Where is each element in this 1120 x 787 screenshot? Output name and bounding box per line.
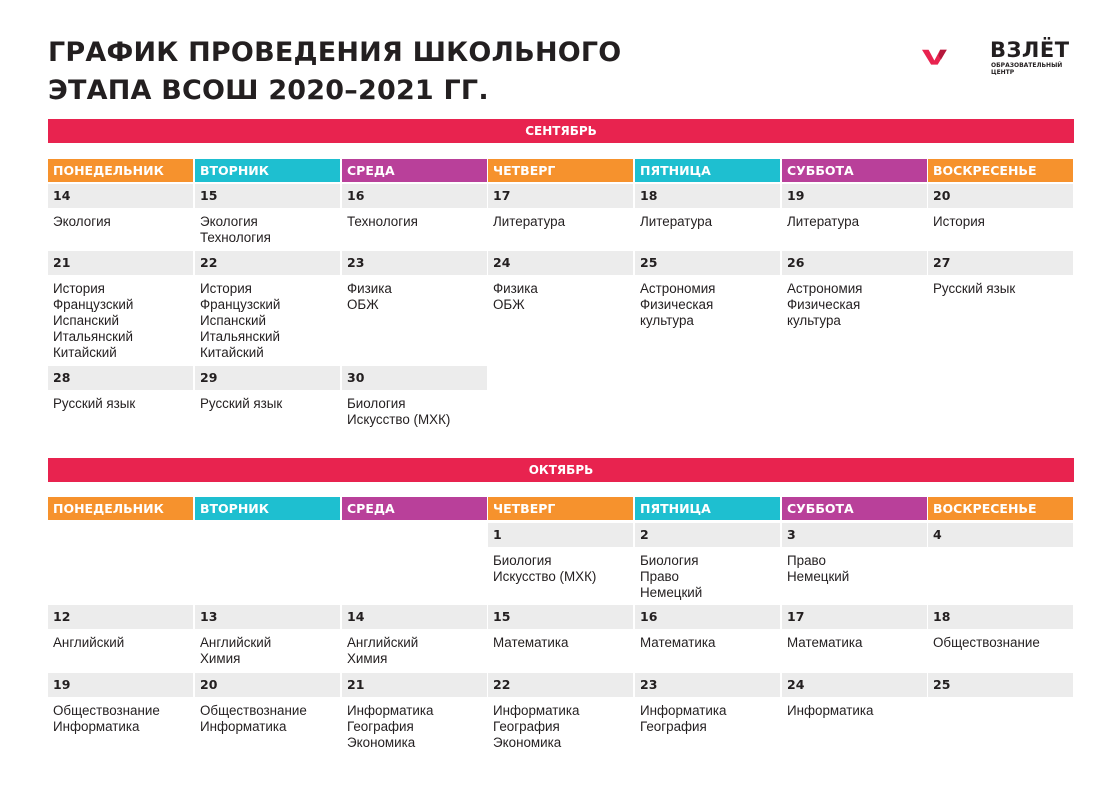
day-cell [342,251,487,313]
day-number: 16 [635,605,780,629]
subject-list [342,697,487,751]
day-number: 21 [48,251,193,275]
subject-item: Немецкий [640,585,703,600]
day-cell [488,605,633,651]
subject-item: Технология [200,230,271,245]
subject-list [48,697,193,735]
day-number: 21 [342,673,487,697]
subject-item: География [640,719,707,734]
weekday-header: СРЕДА [342,497,487,520]
day-number: 18 [928,605,1073,629]
day-number: 24 [782,673,927,697]
subject-list [48,629,193,651]
weekday-header: ЧЕТВЕРГ [488,497,633,520]
day-cell [928,251,1073,297]
subject-item: Информатика [787,703,874,718]
subject-list [195,629,340,667]
day-cell [635,605,780,651]
day-cell [48,673,193,735]
subject-item: Экономика [347,735,416,750]
day-number: 16 [342,184,487,208]
day-number: 24 [488,251,633,275]
subject-list [635,547,780,601]
subject-list [782,697,927,719]
day-cell [342,184,487,230]
day-cell [782,605,927,651]
subject-list [48,390,193,412]
subject-item: Физическая [787,297,861,312]
day-number: 18 [635,184,780,208]
weekday-header: ВТОРНИК [195,159,340,182]
weekday-header: СУББОТА [782,159,927,182]
subject-item: культура [787,313,841,328]
day-number: 20 [928,184,1073,208]
subject-item: Астрономия [640,281,716,296]
subject-list [195,697,340,735]
subject-item: Биология [347,396,406,411]
weekday-header: ПЯТНИЦА [635,159,780,182]
subject-list [342,390,487,428]
subject-item: Обществознание [200,703,307,718]
subject-list [928,697,1073,703]
day-number: 4 [928,523,1073,547]
day-number: 15 [195,184,340,208]
subject-list [342,629,487,667]
subject-item: Немецкий [787,569,850,584]
subject-list [195,208,340,246]
day-number: 25 [635,251,780,275]
subject-item: Математика [493,635,569,650]
subject-item: Литература [493,214,566,229]
subject-list [195,275,340,361]
subject-list [488,697,633,751]
day-number: 19 [48,673,193,697]
day-number: 2 [635,523,780,547]
subject-item: Математика [787,635,863,650]
weekday-header: ПОНЕДЕЛЬНИК [48,497,193,520]
subject-item: География [347,719,414,734]
day-number: 26 [782,251,927,275]
subject-item: Информатика [493,703,580,718]
day-cell [782,251,927,329]
day-number: 27 [928,251,1073,275]
subject-item: Химия [347,651,388,666]
day-number: 20 [195,673,340,697]
subject-item: Технология [347,214,418,229]
subject-item: Физическая [640,297,714,312]
page-title [48,34,621,110]
day-number: 1 [488,523,633,547]
day-number: 22 [488,673,633,697]
subject-item: Обществознание [933,635,1040,650]
subject-item: География [493,719,560,734]
subject-item: Информатика [200,719,287,734]
title-line-1: ГРАФИК ПРОВЕДЕНИЯ ШКОЛЬНОГО [48,37,622,68]
subject-item: Экология [200,214,258,229]
subject-item: Итальянский [53,329,134,344]
subject-item: Информатика [53,719,140,734]
subject-item: Итальянский [200,329,281,344]
subject-list [195,390,340,412]
subject-list [635,208,780,230]
vzlet-logo-icon [922,38,988,78]
subject-list [488,629,633,651]
day-cell [635,251,780,329]
subject-list [48,275,193,361]
subject-list [342,208,487,230]
weekday-header: СРЕДА [342,159,487,182]
day-number: 29 [195,366,340,390]
weekday-header: ВТОРНИК [195,497,340,520]
subject-item: Математика [640,635,716,650]
day-cell [928,184,1073,230]
day-cell [342,605,487,667]
day-cell [635,523,780,601]
subject-list [928,547,1073,553]
weekday-header: ПЯТНИЦА [635,497,780,520]
subject-item: Испанский [200,313,266,328]
subject-list [488,208,633,230]
subject-list [782,208,927,230]
day-cell [488,673,633,751]
subject-item: Литература [640,214,713,229]
subject-item: Русский язык [53,396,136,411]
day-cell [48,251,193,361]
day-cell [782,523,927,585]
month-header: ОКТЯБРЬ [48,458,1074,482]
subject-item: Биология [493,553,552,568]
title-line-2: ЭТАПА ВСОШ 2020–2021 ГГ. [48,75,489,106]
day-cell [342,366,487,428]
day-number: 17 [782,605,927,629]
weekday-header: ЧЕТВЕРГ [488,159,633,182]
weekday-header: СУББОТА [782,497,927,520]
subject-list [928,208,1073,230]
day-number: 17 [488,184,633,208]
subject-item: Информатика [347,703,434,718]
day-number: 12 [48,605,193,629]
subject-item: Французский [200,297,281,312]
subject-item: Китайский [53,345,117,360]
subject-item: Французский [53,297,134,312]
subject-item: Искусство (МХК) [493,569,597,584]
subject-item: История [53,281,105,296]
subject-item: ОБЖ [493,297,525,312]
subject-item: Обществознание [53,703,160,718]
subject-item: Физика [347,281,392,296]
day-cell [488,251,633,313]
subject-item: Литература [787,214,860,229]
day-cell [488,523,633,585]
subject-list [488,547,633,585]
day-cell [195,184,340,246]
subject-item: Искусство (МХК) [347,412,451,427]
subject-list [635,275,780,329]
day-number: 14 [342,605,487,629]
subject-item: Информатика [640,703,727,718]
day-number: 15 [488,605,633,629]
day-number: 28 [48,366,193,390]
day-number: 23 [635,673,780,697]
weekday-header: ПОНЕДЕЛЬНИК [48,159,193,182]
logo-subtitle: ОБРАЗОВАТЕЛЬНЫЙ ЦЕНТР [991,62,1063,76]
subject-item: Русский язык [933,281,1016,296]
day-cell [928,523,1073,553]
day-cell [635,673,780,735]
day-cell [195,366,340,412]
day-cell [928,673,1073,703]
subject-list [928,629,1073,651]
subject-list [782,629,927,651]
subject-list [635,697,780,735]
subject-item: Химия [200,651,241,666]
subject-list [928,275,1073,297]
subject-list [635,629,780,651]
day-cell [195,673,340,735]
subject-item: Физика [493,281,538,296]
day-cell [635,184,780,230]
subject-item: Астрономия [787,281,863,296]
day-number: 13 [195,605,340,629]
day-cell [48,184,193,230]
subject-list [782,547,927,585]
subject-list [488,275,633,313]
day-cell [195,251,340,361]
subject-item: культура [640,313,694,328]
day-cell [782,184,927,230]
subject-item: Экономика [493,735,562,750]
day-number: 3 [782,523,927,547]
subject-item: Китайский [200,345,264,360]
day-number: 25 [928,673,1073,697]
subject-list [48,208,193,230]
day-cell [342,673,487,751]
subject-list [342,275,487,313]
subject-item: Биология [640,553,699,568]
subject-item: Русский язык [200,396,283,411]
subject-item: История [200,281,252,296]
weekday-header: ВОСКРЕСЕНЬЕ [928,497,1073,520]
subject-item: Английский [347,635,419,650]
weekday-header: ВОСКРЕСЕНЬЕ [928,159,1073,182]
day-cell [928,605,1073,651]
day-number: 19 [782,184,927,208]
month-header: СЕНТЯБРЬ [48,119,1074,143]
subject-item: История [933,214,985,229]
subject-item: ОБЖ [347,297,379,312]
day-number: 22 [195,251,340,275]
subject-item: Английский [53,635,125,650]
day-cell [782,673,927,719]
day-cell [48,605,193,651]
day-number: 14 [48,184,193,208]
day-number: 23 [342,251,487,275]
subject-item: Экология [53,214,111,229]
subject-item: Английский [200,635,272,650]
day-cell [195,605,340,667]
subject-item: Право [787,553,826,568]
subject-list [782,275,927,329]
day-cell [488,184,633,230]
day-cell [48,366,193,412]
logo-name: ВЗЛЁТ [990,38,1070,62]
day-number: 30 [342,366,487,390]
subject-item: Испанский [53,313,119,328]
subject-item: Право [640,569,679,584]
